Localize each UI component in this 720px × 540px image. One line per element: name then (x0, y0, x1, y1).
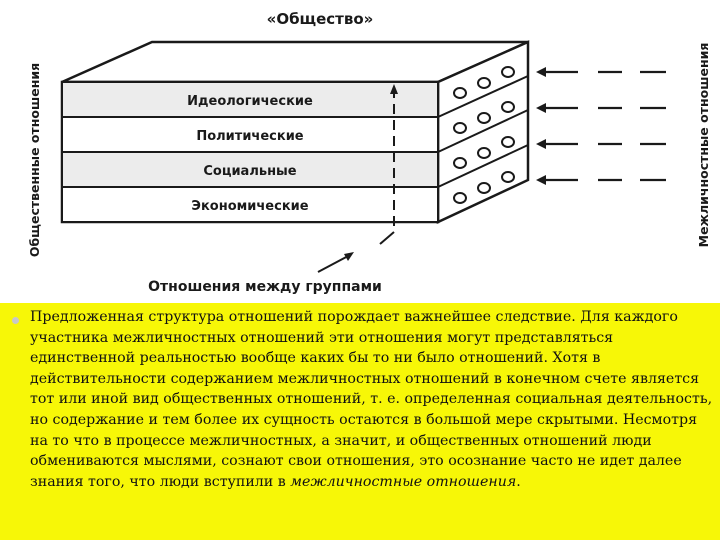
layer-label-ideological: Идеологические (187, 94, 313, 109)
layer-label-economic: Экономические (191, 199, 309, 214)
paragraph-emphasis: межличностные отношения (290, 473, 517, 490)
right-axis-label: Межличностные отношения (696, 42, 711, 248)
paragraph-end: . (516, 473, 521, 490)
left-axis-label: Общественные отношения (27, 62, 42, 258)
layer-label-social: Социальные (203, 164, 297, 179)
layer-label-political: Политические (196, 129, 304, 144)
interpersonal-arrowheads (536, 67, 546, 185)
arrowhead (344, 252, 354, 261)
body-paragraph (30, 307, 714, 492)
bullet-icon (12, 317, 19, 324)
group-relations-arrow (318, 255, 350, 272)
diagram-title: «Общество» (266, 10, 374, 28)
arrow-tail (380, 232, 394, 244)
text-panel (0, 303, 720, 540)
interpersonal-arrows (540, 72, 666, 180)
bottom-label: Отношения между группами (148, 279, 382, 295)
paragraph-main-text: Предложенная структура отношений порождает важнейшее следствие. Для каждого участника межличностных отношений эти отношения могут представляться единственной реальностью вообще каких бы то ни было отношений. Хотя в действительности содержанием межличностных отношений в конечном счете является тот или иной вид общественных отношений, т. е. определенная социальная деятельность, но содержание и тем более их сущность остаются в большой мере скрытыми. Несмотря на то что в процессе межличностных, а значит, и общественных отношений люди обмениваются мыслями, сознают свои отношения, это осознание часто не идет далее знания того, что люди вступили в (30, 309, 713, 490)
